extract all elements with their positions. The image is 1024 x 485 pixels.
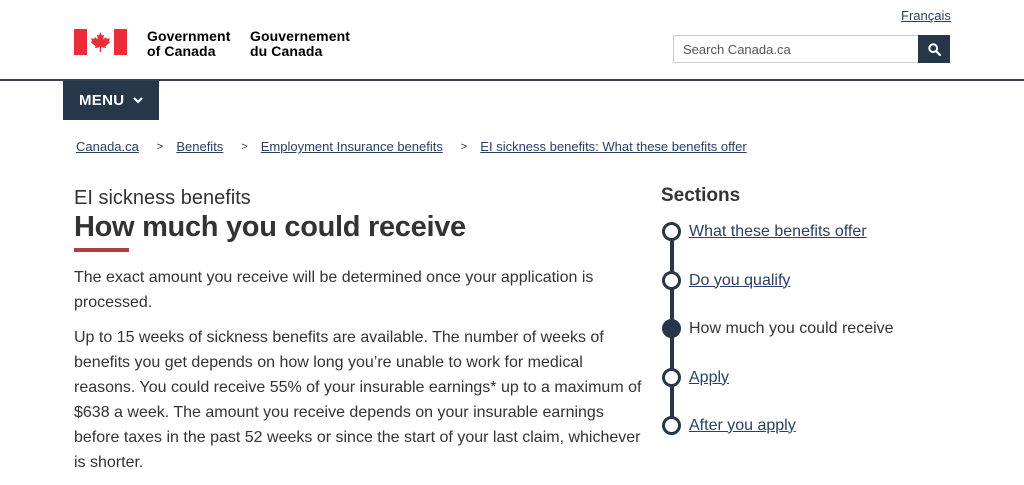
- section-item-apply[interactable]: [662, 368, 729, 387]
- breadcrumb-link-ei-benefits[interactable]: Employment Insurance benefits: [260, 139, 443, 154]
- section-item-do-you-qualify[interactable]: [662, 271, 790, 290]
- page-title: How much you could receive: [74, 211, 466, 243]
- breadcrumb-link-ei-sickness[interactable]: EI sickness benefits: What these benefits offer: [480, 139, 747, 154]
- section-item-what-these-benefits-offer[interactable]: [662, 222, 867, 241]
- maple-leaf-flag-icon: [74, 29, 127, 55]
- step-circle-icon: [662, 222, 681, 241]
- canada-flag-logo[interactable]: [74, 29, 127, 55]
- breadcrumb: [76, 139, 747, 154]
- menu-label: MENU: [79, 92, 125, 109]
- chevron-right-icon: >: [156, 140, 164, 153]
- gov-en-line1: Government: [147, 28, 231, 44]
- current-step-filled-circle-icon: [662, 319, 681, 338]
- search-input[interactable]: Search Canada.ca: [673, 35, 919, 63]
- title-underline: [74, 248, 129, 252]
- language-toggle-link[interactable]: Français: [901, 8, 951, 23]
- section-current-label: How much you could receive: [689, 319, 894, 337]
- search-icon: [928, 43, 941, 56]
- step-circle-icon: [662, 271, 681, 290]
- section-link[interactable]: Apply: [689, 368, 730, 386]
- step-circle-icon: [662, 368, 681, 387]
- gouvernement-du-canada-wordmark: [250, 29, 350, 59]
- sections-heading: Sections: [661, 185, 741, 206]
- menu-button[interactable]: [63, 81, 159, 120]
- section-item-how-much-you-could-receive: [662, 319, 894, 338]
- chevron-down-icon: [133, 97, 143, 104]
- chevron-right-icon: >: [460, 140, 468, 153]
- government-of-canada-wordmark: [147, 29, 230, 59]
- gov-en-line2: of Canada: [147, 43, 216, 59]
- step-circle-icon: [662, 416, 681, 435]
- breadcrumb-link-canada[interactable]: Canada.ca: [76, 139, 139, 154]
- gov-fr-line2: du Canada: [250, 43, 323, 59]
- chevron-right-icon: >: [241, 140, 248, 153]
- search-button[interactable]: [918, 35, 950, 63]
- section-item-after-you-apply[interactable]: [662, 416, 796, 435]
- section-link[interactable]: Do you qualify: [689, 271, 791, 289]
- section-link[interactable]: After you apply: [689, 416, 796, 434]
- breadcrumb-link-benefits[interactable]: Benefits: [176, 139, 224, 154]
- benefits-paragraph: Up to 15 weeks of sickness benefits are available. The number of weeks of benefits you get depends on how long you’re unable to work for medical reasons. You could receive 55% of your insurable earnings* up to a maximum of $638 a week. The amount you receive depends on your insurable earnings before taxes in the past 52 weeks or since the start of your last claim, whichever is shorter.: [74, 329, 642, 471]
- section-link[interactable]: What these benefits offer: [689, 222, 867, 240]
- intro-paragraph: The exact amount you receive will be determined once your application is processed.: [74, 269, 594, 311]
- page-subtitle: EI sickness benefits: [74, 187, 251, 209]
- gov-fr-line1: Gouvernement: [250, 28, 350, 44]
